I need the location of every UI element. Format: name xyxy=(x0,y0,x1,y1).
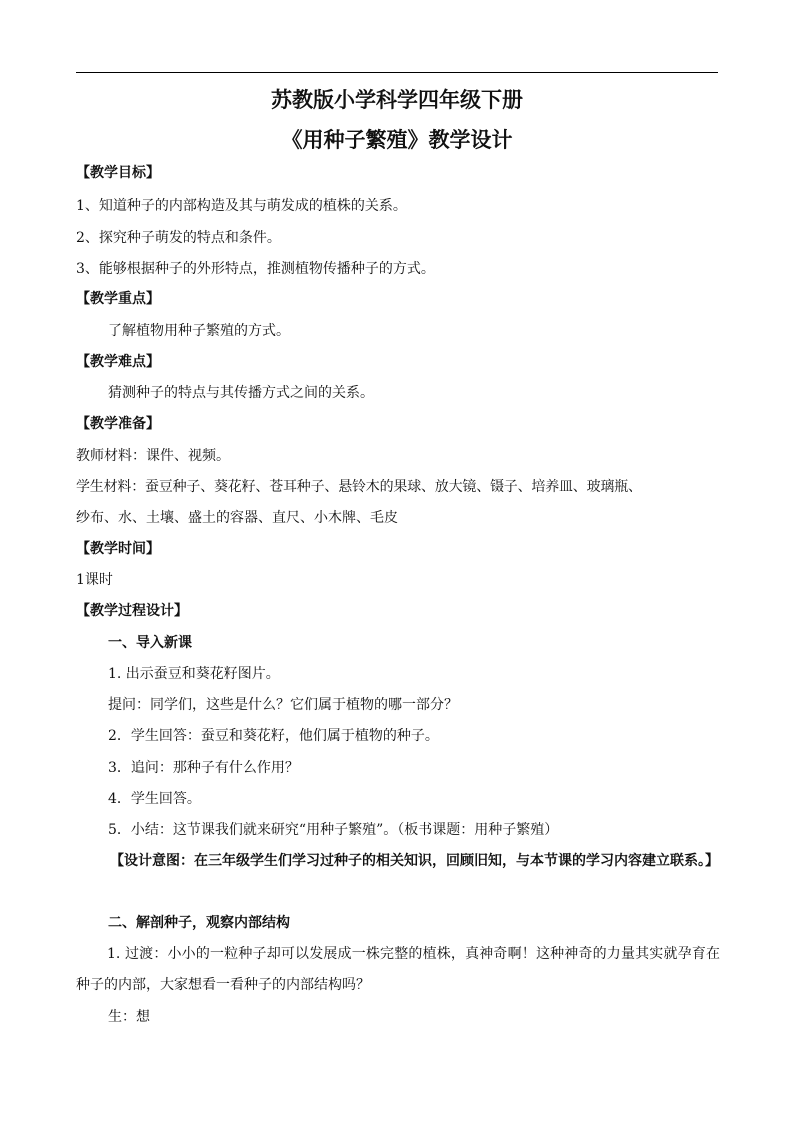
section2-title: 二、解剖种子，观察内部结构 xyxy=(108,915,290,931)
student-materials-line1: 学生材料：蚕豆种子、葵花籽、苍耳种子、悬铃木的果球、放大镜、镊子、培养皿、玻璃瓶、 xyxy=(76,479,642,495)
student-materials-line2: 纱布、水、土壤、盛土的容器、直尺、小木牌、毛皮 xyxy=(76,510,398,526)
section1-line-4: 3．追问：那种子有什么作用？ xyxy=(108,760,299,776)
goal-item-1: 1、知道种子的内部构造及其与萌发成的植株的关系。 xyxy=(76,198,407,214)
process-heading: 【教学过程设计】 xyxy=(76,603,188,619)
section2-paragraph: 1. 过渡：小小的一粒种子却可以发展成一株完整的植株，真神奇啊！这种神奇的力量其实就孕育在种子的内部，大家想看一看种子的内部结构吗？ xyxy=(76,946,720,993)
goal-item-3: 3、能够根据种子的外形特点，推测植物传播种子的方式。 xyxy=(76,261,435,277)
time-text: 1课时 xyxy=(76,572,113,588)
time-heading: 【教学时间】 xyxy=(76,541,160,557)
preparation-heading: 【教学准备】 xyxy=(76,416,160,432)
section1-line-2: 提问：同学们，这些是什么？它们属于植物的哪一部分？ xyxy=(108,697,458,713)
difficulty-heading: 【教学难点】 xyxy=(76,354,160,370)
section1-title: 一、导入新课 xyxy=(108,635,192,651)
goal-item-2: 2、探究种子萌发的特点和条件。 xyxy=(76,230,281,246)
header-rule xyxy=(76,72,718,73)
section1-line-1: 1. 出示蚕豆和葵花籽图片。 xyxy=(108,666,280,682)
key-point-heading: 【教学重点】 xyxy=(76,291,160,307)
section1-line-5: 4．学生回答。 xyxy=(108,791,201,807)
design-note: 【设计意图：在三年级学生们学习过种子的相关知识，回顾旧知，与本节课的学习内容建立联系。】 xyxy=(110,853,719,869)
section1-line-3: 2．学生回答：蚕豆和葵花籽，他们属于植物的种子。 xyxy=(108,728,439,744)
key-point-text: 了解植物用种子繁殖的方式。 xyxy=(108,323,290,339)
document-title-line1: 苏教版小学科学四年级下册 xyxy=(271,88,523,112)
section2-reply: 生：想 xyxy=(108,1009,150,1025)
difficulty-text: 猜测种子的特点与其传播方式之间的关系。 xyxy=(108,385,374,401)
goals-heading: 【教学目标】 xyxy=(76,165,160,181)
document-title-line2: 《用种子繁殖》教学设计 xyxy=(281,128,513,152)
teacher-materials: 教师材料：课件、视频。 xyxy=(76,448,230,464)
section1-line-6: 5．小结：这节课我们就来研究“用种子繁殖”。（板书课题：用种子繁殖） xyxy=(108,822,559,838)
